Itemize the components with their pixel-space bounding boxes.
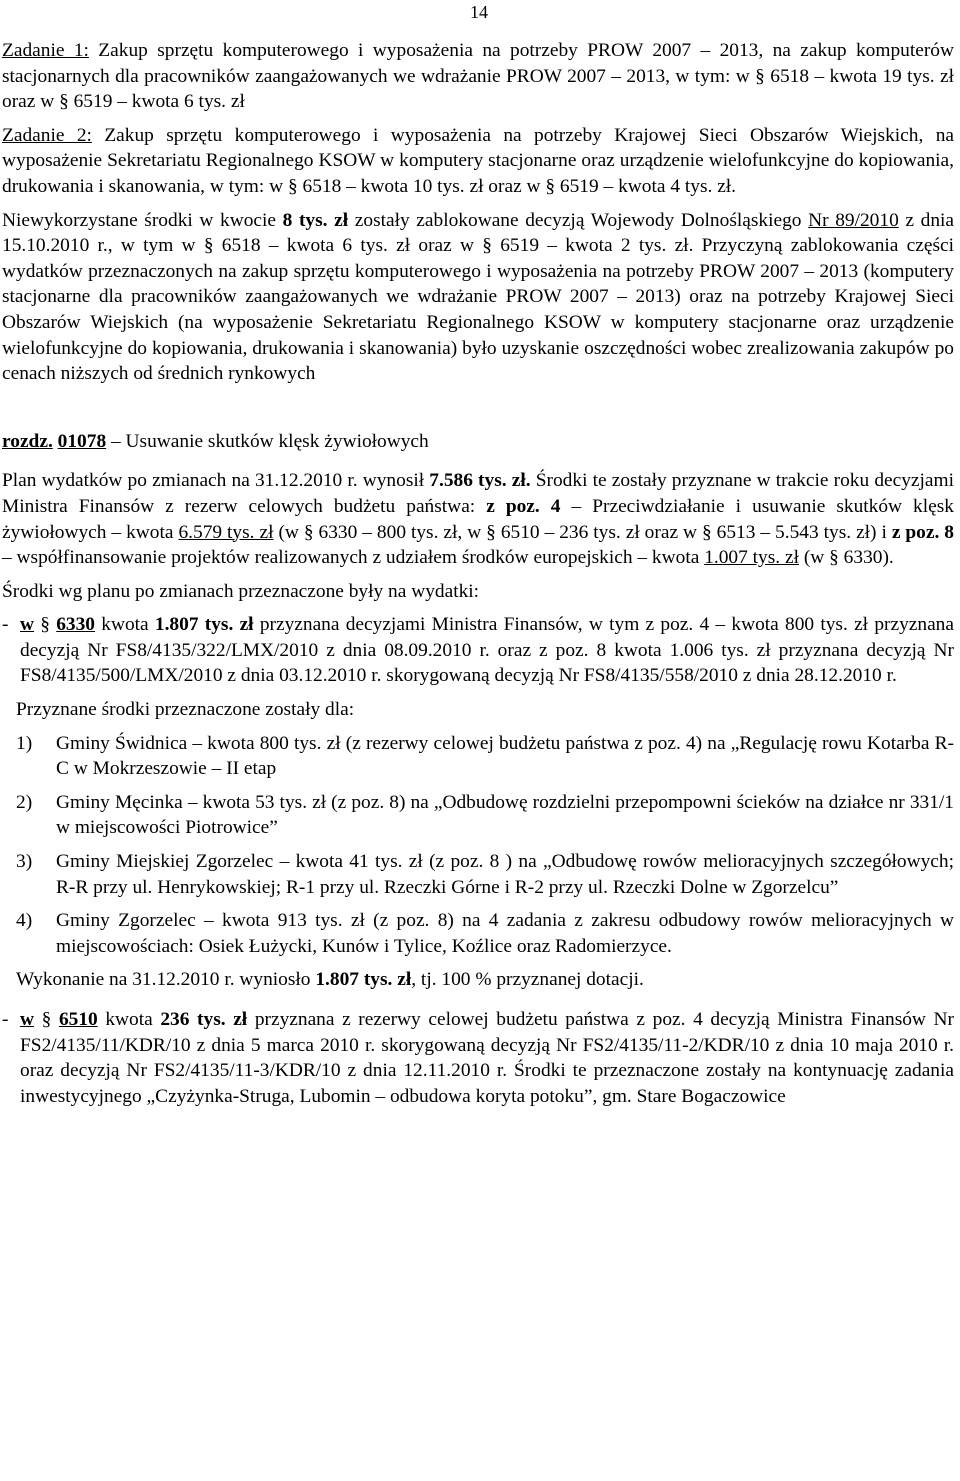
allocated-funds-heading: Przyznane środki przeznaczone zostały dla: (16, 699, 355, 721)
list-item (16, 790, 954, 841)
list-item-number: 2) (16, 791, 33, 813)
expense-6330-w: w (20, 614, 35, 636)
unused-funds-text-3: z dnia 15.10.2010 r., w tym w § 6518 – kwota 6 tys. zł oraz w § 6519 – kwota 2 tys. zł. Przyczyną zablokowania części wydatków przeznaczonych na zakup sprzętu komputerowego i wyposażenia na potrzeby PROW 2007 – 2013 (komputery stacjonarne dla pracowników zaangażowanych we wdrażanie PROW 2007 – 2013) oraz na potrzeby Krajowej Sieci Obszarów Wiejskich (na wyposażenie Sekretariatu Regionalnego KSOW w komputery stacjonarne oraz urządzenie wielofunkcyjne do kopiowania, drukowania i skanowania) było uzyskanie oszczędności wobec zrealizowania zakupów po cenach niższych od średnich rynkowych (2, 209, 955, 385)
list-item-number: 1) (16, 732, 33, 754)
plan-text-6: (w § 6330). (798, 547, 894, 569)
plan-paragraph (2, 468, 954, 570)
execution-text-2: , tj. 100 % przyznanej dotacji. (411, 969, 644, 991)
list-item-number: 4) (16, 910, 33, 932)
expense-6510-w: w (20, 1009, 35, 1030)
expense-6330-text-2: przyznana decyzjami Ministra Finansów, w tym z poz. 4 – kwota 800 tys. zł przyznana decyzją Nr FS8/4135/322/LMX/2010 z dnia 08.09.2010 r. oraz z poz. 8 kwota 1.006 tys. zł przyznana decyzją Nr FS8/4135/500/LMX/2010 z dnia 03.12.2010 r. skorygowaną decyzją Nr FS8/4135/558/2010 z dnia 28.12.2010 r. (20, 614, 954, 687)
plan-text-3: – Przeciwdziałanie i usuwanie skutków klęsk żywiołowych – kwota (2, 495, 954, 543)
expense-6330-amount: 1.807 tys. zł (154, 614, 254, 636)
task-1-text: Zakup sprzętu komputerowego i wyposażenia na potrzeby PROW 2007 – 2013, na zakup komputerów stacjonarnych dla pracowników zaangażowanych we wdrażanie PROW 2007 – 2013, w tym: w § 6518 – kwota 19 tys. zł oraz w § 6519 – kwota 6 tys. zł (2, 40, 954, 113)
planned-expenses-heading: Środki wg planu po zmianach przeznaczone były na wydatki: (2, 580, 480, 602)
page-number: 14 (470, 2, 488, 22)
list-item (16, 908, 954, 959)
task-2-label: Zadanie 2: (2, 124, 92, 146)
task-2-paragraph (2, 123, 954, 200)
list-item (16, 731, 954, 782)
plan-text-5: – współfinansowanie projektów realizowanych z udziałem środków europejskich – kwota (2, 547, 705, 569)
chapter-heading (2, 429, 954, 455)
unused-funds-amount: 8 tys. zł (282, 209, 349, 231)
unused-funds-text-1: Niewykorzystane środki w kwocie (2, 209, 283, 231)
list-item-number: 3) (16, 851, 33, 873)
unused-funds-paragraph (2, 208, 954, 387)
task-1-label: Zadanie 1: (2, 40, 89, 61)
plan-poz-8: z poz. 8 (891, 521, 954, 543)
execution-text-1: Wykonanie na 31.12.2010 r. wyniosło (16, 969, 316, 991)
plan-text-4: (w § 6330 – 800 tys. zł, w § 6510 – 236 tys. zł oraz w § 6513 – 5.543 tys. zł) i (273, 521, 892, 543)
expense-6510-text-1: kwota (97, 1009, 161, 1030)
plan-amount: 7.586 tys. zł. (429, 470, 531, 492)
unused-funds-text-2: zostały zablokowane decyzją Wojewody Dolnośląskiego (348, 209, 809, 231)
plan-text-2: Środki te zostały przyznane w trakcie roku decyzjami Ministra Finansów z rezerw celowych budżetu państwa: (2, 470, 955, 517)
list-item (16, 849, 954, 900)
dash-marker: - (2, 1009, 9, 1030)
expense-6510-amount: 236 tys. zł (160, 1009, 248, 1030)
plan-amount-1: 6.579 tys. zł (178, 521, 274, 543)
allocations-list (2, 731, 954, 960)
expense-6510-paragraph: 6510 (58, 1009, 98, 1030)
execution-amount: 1.807 tys. zł (315, 969, 412, 991)
chapter-label: rozdz. (2, 430, 53, 452)
list-item-text: Gminy Świdnica – kwota 800 tys. zł (z rezerwy celowej budżetu państwa z poz. 4) na „Regulację rowu Kotarba R-C w Mokrzeszowie – II etap (56, 732, 954, 780)
list-item-text: Gminy Męcinka – kwota 53 tys. zł (z poz. 8) na „Odbudowę rozdzielni przepompowni ścieków na działce nr 331/1 w miejscowości Piotrowice” (56, 791, 954, 839)
plan-text-1: Plan wydatków po zmianach na 31.12.2010 r. wynosił (2, 470, 430, 492)
chapter-code: 01078 (57, 430, 107, 452)
execution-paragraph (2, 967, 954, 993)
plan-poz-4: z poz. 4 (486, 495, 561, 517)
plan-amount-2: 1.007 tys. zł (704, 547, 799, 569)
task-2-text: Zakup sprzętu komputerowego i wyposażenia na potrzeby Krajowej Sieci Obszarów Wiejskich, na wyposażenie Sekretariatu Regionalnego KSOW w komputery stacjonarne oraz urządzenie wielofunkcyjne do kopiowania, drukowania i skanowania, w tym: w § 6518 – kwota 10 tys. zł oraz w § 6519 – kwota 4 tys. zł. (2, 124, 954, 197)
expense-6330-item: - w § 6330 kwota 1.807 tys. zł przyznana decyzjami Ministra Finansów, w tym z poz. 4 – kwota 800 tys. zł przyznana decyzją Nr FS8/4135/322/LMX/2010 z dnia 08.09.2010 r. oraz z poz. 8 kwota 1.006 tys. zł przyznana decyzją Nr FS8/4135/500/LMX/2010 z dnia 03.12.2010 r. skorygowaną decyzją Nr FS8/4135/558/2010 z dnia 28.12.2010 r. (2, 612, 954, 689)
expense-6330-text-1: kwota (95, 614, 155, 636)
dash-marker: - (2, 614, 9, 636)
expense-6330-paragraph: 6330 (56, 614, 95, 636)
expense-6510-item: - w § 6510 kwota 236 tys. zł przyznana z rezerwy celowej budżetu państwa z poz. 4 decyzją Ministra Finansów Nr FS2/4135/11/KDR/10 z dnia 5 marca 2010 r. skorygowaną decyzją Nr FS2/4135/11-2/KDR/10 z dnia 10 maja 2010 r. oraz decyzją Nr FS2/4135/11-3/KDR/10 z dnia 12.11.2010 r. Środki te przeznaczone zostały na kontynuację zadania inwestycyjnego „Czyżynka-Struga, Lubomin – odbudowa koryta potoku”, gm. Stare Bogaczowice (2, 1007, 954, 1109)
unused-funds-decision: Nr 89/2010 (808, 209, 899, 231)
task-1-paragraph (2, 38, 954, 115)
list-item-text: Gminy Miejskiej Zgorzelec – kwota 41 tys. zł (z poz. 8 ) na „Odbudowę rowów melioracyjnych szczegółowych; R-R przy ul. Henrykowskiej; R-1 przy ul. Rzeczki Górne i R-2 przy ul. Rzeczki Dolne w Zgorzelcu” (56, 851, 954, 898)
document-body (2, 38, 954, 1109)
chapter-title: – Usuwanie skutków klęsk żywiołowych (106, 430, 429, 452)
expense-6510-text-2: przyznana z rezerwy celowej budżetu państwa z poz. 4 decyzją Ministra Finansów Nr FS2/4135/11/KDR/10 z dnia 5 marca 2010 r. skorygowaną decyzją Nr FS2/4135/11-2/KDR/10 z dnia 10 maja 2010 r. oraz decyzją Nr FS2/4135/11-3/KDR/10 z dnia 12.11.2010 r. Środki te przeznaczone zostały na kontynuację zadania inwestycyjnego „Czyżynka-Struga, Lubomin – odbudowa koryta potoku”, gm. Stare Bogaczowice (20, 1009, 955, 1107)
list-item-text: Gminy Zgorzelec – kwota 913 tys. zł (z poz. 8) na 4 zadania z zakresu odbudowy rowów melioracyjnych w miejscowościach: Osiek Łużycki, Kunów i Tylice, Koźlice oraz Radomierzyce. (56, 910, 954, 957)
